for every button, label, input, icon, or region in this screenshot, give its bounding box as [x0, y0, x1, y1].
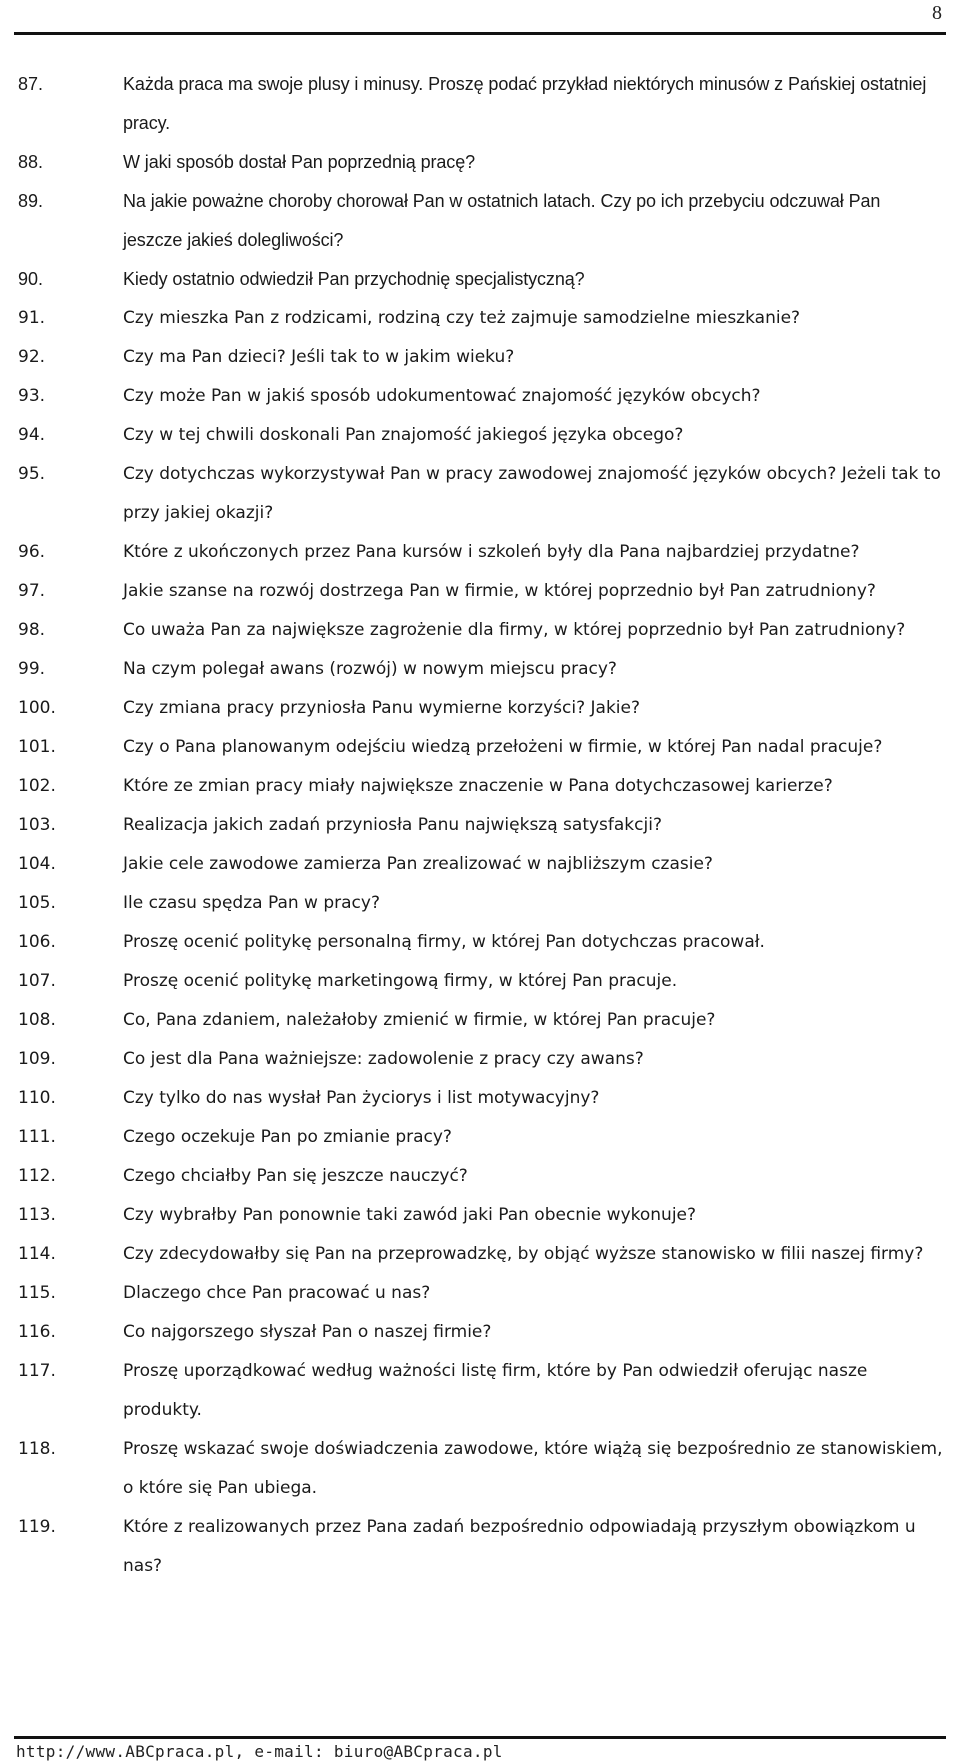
- question-text: Jakie cele zawodowe zamierza Pan zrealizować w najbliższym czasie?: [123, 854, 713, 874]
- question-text: Czy w tej chwili doskonali Pan znajomość jakiegoś języka obcego?: [123, 425, 684, 445]
- question-item: [18, 1274, 943, 1313]
- question-number: 103.: [18, 815, 56, 835]
- question-text: Co, Pana zdaniem, należałoby zmienić w firmie, w której Pan pracuje?: [123, 1010, 716, 1030]
- question-number: 104.: [18, 854, 56, 874]
- question-number: 95.: [18, 464, 46, 484]
- question-item: [18, 1430, 943, 1508]
- question-item: [18, 650, 943, 689]
- question-text: Co jest dla Pana ważniejsze: zadowolenie z pracy czy awans?: [123, 1049, 644, 1069]
- footer-contact: http://www.ABCpraca.pl, e-mail: biuro@ABCpraca.pl: [16, 1742, 503, 1761]
- question-number: 88.: [18, 152, 44, 172]
- question-item: [18, 338, 943, 377]
- question-text: Czy ma Pan dzieci? Jeśli tak to w jakim wieku?: [123, 347, 515, 367]
- question-text: Czy dotychczas wykorzystywał Pan w pracy zawodowej znajomość języków obcych? Jeżeli tak to przy jakiej okazji?: [123, 464, 941, 523]
- question-number: 115.: [18, 1283, 56, 1303]
- question-number: 96.: [18, 542, 46, 562]
- question-number: 116.: [18, 1322, 56, 1342]
- question-text: Na czym polegał awans (rozwój) w nowym miejscu pracy?: [123, 659, 617, 679]
- question-number: 112.: [18, 1166, 56, 1186]
- question-item: [18, 1508, 943, 1586]
- footer-rule: [14, 1736, 946, 1739]
- question-item: [18, 416, 943, 455]
- question-text: Co uważa Pan za największe zagrożenie dla firmy, w której poprzednio był Pan zatrudniony?: [123, 620, 906, 640]
- question-text: Dlaczego chce Pan pracować u nas?: [123, 1283, 431, 1303]
- question-item: [18, 728, 943, 767]
- question-item: [18, 1313, 943, 1352]
- question-text: Które z ukończonych przez Pana kursów i szkoleń były dla Pana najbardziej przydatne?: [123, 542, 860, 562]
- question-text: Proszę ocenić politykę personalną firmy, w której Pan dotychczas pracował.: [123, 932, 765, 952]
- question-item: [18, 260, 943, 299]
- question-item: [18, 1040, 943, 1079]
- question-number: 102.: [18, 776, 56, 796]
- question-text: Które z realizowanych przez Pana zadań bezpośrednio odpowiadają przyszłym obowiązkom u nas?: [123, 1517, 916, 1576]
- question-number: 109.: [18, 1049, 56, 1069]
- question-number: 101.: [18, 737, 56, 757]
- question-item: [18, 611, 943, 650]
- question-item: [18, 962, 943, 1001]
- question-number: 114.: [18, 1244, 56, 1264]
- question-number: 113.: [18, 1205, 56, 1225]
- question-item: [18, 1079, 943, 1118]
- question-item: [18, 299, 943, 338]
- question-item: [18, 572, 943, 611]
- question-text: Czy mieszka Pan z rodzicami, rodziną czy też zajmuje samodzielne mieszkanie?: [123, 308, 801, 328]
- question-text: Proszę ocenić politykę marketingową firmy, w której Pan pracuje.: [123, 971, 678, 991]
- question-text: Czy zmiana pracy przyniosła Panu wymierne korzyści? Jakie?: [123, 698, 640, 718]
- question-number: 92.: [18, 347, 46, 367]
- question-number: 94.: [18, 425, 46, 445]
- question-item: [18, 1001, 943, 1040]
- question-number: 90.: [18, 269, 44, 289]
- question-text: Proszę uporządkować według ważności listę firm, które by Pan odwiedził oferując nasze produkty.: [123, 1361, 868, 1420]
- question-number: 93.: [18, 386, 46, 406]
- question-number: 100.: [18, 698, 56, 718]
- question-text: Które ze zmian pracy miały największe znaczenie w Pana dotychczasowej karierze?: [123, 776, 833, 796]
- question-number: 87.: [18, 74, 44, 94]
- question-number: 117.: [18, 1361, 56, 1381]
- question-item: [18, 143, 943, 182]
- question-number: 110.: [18, 1088, 56, 1108]
- question-number: 106.: [18, 932, 56, 952]
- question-item: [18, 689, 943, 728]
- question-item: [18, 1157, 943, 1196]
- question-item: [18, 845, 943, 884]
- question-item: [18, 767, 943, 806]
- question-text: Czy zdecydowałby się Pan na przeprowadzkę, by objąć wyższe stanowisko w filii naszej firmy?: [123, 1244, 924, 1264]
- question-text: Proszę wskazać swoje doświadczenia zawodowe, które wiążą się bezpośrednio ze stanowiskiem, o które się Pan ubiega.: [123, 1439, 943, 1498]
- question-number: 111.: [18, 1127, 56, 1147]
- question-text: Czy może Pan w jakiś sposób udokumentować znajomość języków obcych?: [123, 386, 761, 406]
- question-number: 97.: [18, 581, 46, 601]
- question-item: [18, 1118, 943, 1157]
- header-rule: [14, 32, 946, 35]
- question-text: Czego chciałby Pan się jeszcze nauczyć?: [123, 1166, 468, 1186]
- question-text: Czy o Pana planowanym odejściu wiedzą przełożeni w firmie, w której Pan nadal pracuje?: [123, 737, 883, 757]
- question-number: 108.: [18, 1010, 56, 1030]
- question-number: 91.: [18, 308, 46, 328]
- question-item: [18, 377, 943, 416]
- question-number: 105.: [18, 893, 56, 913]
- question-text: Kiedy ostatnio odwiedził Pan przychodnię specjalistyczną?: [123, 269, 585, 289]
- question-item: [18, 1196, 943, 1235]
- question-item: [18, 1352, 943, 1430]
- question-number: 98.: [18, 620, 46, 640]
- question-text: Czy tylko do nas wysłał Pan życiorys i list motywacyjny?: [123, 1088, 600, 1108]
- question-number: 118.: [18, 1439, 56, 1459]
- question-text: Czy wybrałby Pan ponownie taki zawód jaki Pan obecnie wykonuje?: [123, 1205, 697, 1225]
- question-item: [18, 1235, 943, 1274]
- question-text: Ile czasu spędza Pan w pracy?: [123, 893, 380, 913]
- question-text: Czego oczekuje Pan po zmianie pracy?: [123, 1127, 452, 1147]
- question-item: [18, 884, 943, 923]
- page-number: 8: [932, 2, 942, 24]
- question-item: [18, 923, 943, 962]
- question-item: [18, 455, 943, 533]
- question-item: [18, 533, 943, 572]
- question-text: Jakie szanse na rozwój dostrzega Pan w firmie, w której poprzednio był Pan zatrudniony?: [123, 581, 876, 601]
- question-list: [18, 65, 943, 1586]
- question-number: 99.: [18, 659, 46, 679]
- question-item: [18, 65, 943, 143]
- question-text: Każda praca ma swoje plusy i minusy. Proszę podać przykład niektórych minusów z Pańskiej ostatniej pracy.: [123, 74, 927, 133]
- question-item: [18, 182, 943, 260]
- question-number: 107.: [18, 971, 56, 991]
- question-item: [18, 806, 943, 845]
- question-number: 89.: [18, 191, 44, 211]
- question-text: W jaki sposób dostał Pan poprzednią pracę?: [123, 152, 476, 172]
- question-text: Co najgorszego słyszał Pan o naszej firmie?: [123, 1322, 492, 1342]
- question-text: Realizacja jakich zadań przyniosła Panu największą satysfakcji?: [123, 815, 662, 835]
- question-text: Na jakie poważne choroby chorował Pan w ostatnich latach. Czy po ich przebyciu odczuwał Pan jeszcze jakieś dolegliwości?: [123, 191, 881, 250]
- question-number: 119.: [18, 1517, 56, 1537]
